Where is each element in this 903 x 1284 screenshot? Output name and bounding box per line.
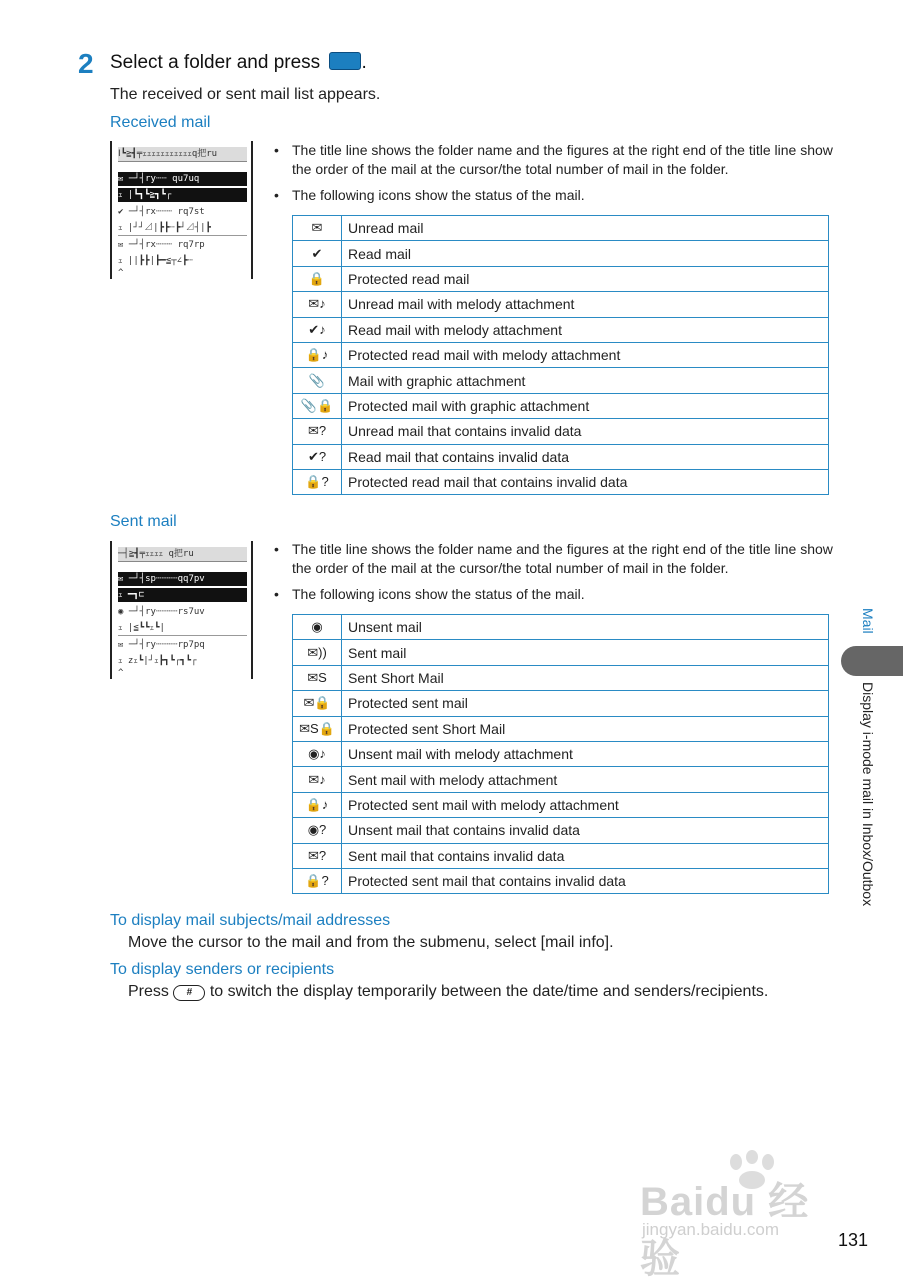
unread-melody-icon: ✉♪ <box>293 292 342 317</box>
table-row <box>293 665 829 690</box>
table-row <box>293 469 829 494</box>
table-row <box>293 868 829 893</box>
sent-mail-icon: ✉)) <box>293 640 342 665</box>
received-icon-table <box>292 215 829 495</box>
protected-graphic-icon: 📎🔒 <box>293 393 342 418</box>
table-row <box>293 292 829 317</box>
bullet-item: • The following icons show the status of the mail. <box>274 186 834 205</box>
table-row <box>293 615 829 640</box>
unread-mail-icon: ✉ <box>293 216 342 241</box>
protected-read-melody-icon: 🔒♪ <box>293 342 342 367</box>
table-row <box>293 216 829 241</box>
screen-row: ✉ ─┘┤ry┄┄┄┄rp7pq <box>118 640 205 650</box>
icon-label: Sent Short Mail <box>342 665 829 690</box>
icon-label: Unread mail that contains invalid data <box>342 419 829 444</box>
table-row <box>293 843 829 868</box>
table-row <box>293 741 829 766</box>
unsent-melody-icon: ◉♪ <box>293 741 342 766</box>
protected-invalid-icon: 🔒? <box>293 469 342 494</box>
sent-melody-icon: ✉♪ <box>293 767 342 792</box>
side-section-text: Mail <box>860 608 876 634</box>
screen-row: ｪ |≦┗┗ｪ┗| <box>118 621 247 636</box>
screen-scroll-indicator: ^ <box>118 668 124 678</box>
tip-heading-senders: To display senders or recipients <box>110 961 335 978</box>
tip-body-prefix: Press <box>128 983 169 1000</box>
tip-body-mail-info: Move the cursor to the mail and from the submenu, select [mail info]. <box>128 934 614 951</box>
tip-body-suffix: to switch the display temporarily between the date/time and senders/recipients. <box>209 983 769 1000</box>
step-number: 2 <box>78 48 94 79</box>
icon-label: Sent mail with melody attachment <box>342 767 829 792</box>
watermark-logo: Baidu 经验 <box>640 1180 810 1281</box>
screen-title-line: Ⅰ┗≧┫╤ｪｪｪｪｪｪｪｪｪｪｪq把ru <box>118 147 247 162</box>
unsent-invalid-icon: ◉? <box>293 818 342 843</box>
watermark-url: jingyan.baidu.com <box>642 1220 780 1239</box>
screen-row-selected: ✉ ─┘┤ry┄┄ qu7uq <box>118 172 247 186</box>
screen-row: ｪ zｪ┗|┘ｪ┣┓┗┌┓┗┌ <box>118 656 197 666</box>
icon-label: Protected read mail <box>342 266 829 291</box>
screen-row: ✔ ─┘┤rx┄┄┄ rq7st <box>118 207 205 217</box>
step-title-suffix: . <box>361 52 367 73</box>
protected-sent-mail-icon: ✉🔒 <box>293 691 342 716</box>
icon-label: Protected mail with graphic attachment <box>342 393 829 418</box>
side-description-text: Display i-mode mail in Inbox/Outbox <box>860 682 876 907</box>
screen-row-selected-sub: ｪ ━┓⊏ <box>118 588 247 602</box>
screen-row-selected-sub: ｪ |┗┓┗≧┓┗┌ <box>118 188 247 202</box>
sent-invalid-icon: ✉? <box>293 843 342 868</box>
side-description <box>852 682 878 942</box>
screen-row: ｪ ||┣┣|┣━≦┬∠┣┄ <box>118 256 193 266</box>
protected-sent-short-mail-icon: ✉S🔒 <box>293 716 342 741</box>
table-row <box>293 691 829 716</box>
sent-mail-screen <box>110 541 253 679</box>
protected-read-mail-icon: 🔒 <box>293 266 342 291</box>
icon-label: Protected sent Short Mail <box>342 716 829 741</box>
screen-row: ◉ ─┘┤ry┄┄┄┄rs7uv <box>118 607 205 617</box>
tip-heading-mail-info: To display mail subjects/mail addresses <box>110 912 391 929</box>
protected-sent-invalid-icon: 🔒? <box>293 868 342 893</box>
icon-label: Read mail that contains invalid data <box>342 444 829 469</box>
icon-label: Protected read mail with melody attachment <box>342 342 829 367</box>
page-number: 131 <box>838 1230 869 1250</box>
table-row <box>293 444 829 469</box>
side-tab-marker <box>841 646 903 676</box>
table-row <box>293 317 829 342</box>
sent-mail-label: Sent mail <box>110 513 177 530</box>
icon-label: Protected sent mail with melody attachment <box>342 792 829 817</box>
sent-short-mail-icon: ✉S <box>293 665 342 690</box>
bullet-item: • The following icons show the status of the mail. <box>274 585 834 604</box>
icon-label: Protected sent mail <box>342 691 829 716</box>
icon-label: Mail with graphic attachment <box>342 368 829 393</box>
sent-icon-table <box>292 614 829 894</box>
screen-row: ✉ ─┘┤rx┄┄┄ rq7rp <box>118 240 205 250</box>
table-row <box>293 241 829 266</box>
bullet-item: • The title line shows the folder name and the figures at the right end of the title line show the order of the mail at the cursor/the total number of mail in the folder. <box>274 141 834 179</box>
icon-label: Protected read mail that contains invalid data <box>342 469 829 494</box>
hash-key-icon: # <box>173 985 205 1001</box>
icon-label: Unsent mail <box>342 615 829 640</box>
received-mail-label: Received mail <box>110 114 211 131</box>
table-row <box>293 716 829 741</box>
received-mail-screen <box>110 141 253 279</box>
read-invalid-icon: ✔? <box>293 444 342 469</box>
graphic-attachment-icon: 📎 <box>293 368 342 393</box>
step-title <box>110 52 367 74</box>
bullet-item: • The title line shows the folder name and the figures at the right end of the title line show the order of the mail at the cursor/the total number of mail in the folder. <box>274 540 834 578</box>
icon-label: Unread mail with melody attachment <box>342 292 829 317</box>
table-row <box>293 792 829 817</box>
icon-label: Sent mail <box>342 640 829 665</box>
screen-row-selected: ✉ ─┘┤sp┄┄┄┄qq7pv <box>118 572 247 586</box>
screen-title-line: ─┤≧┫╤ｪｪｪｪ q把ru <box>118 547 247 562</box>
tip-body-senders <box>128 983 768 1001</box>
screen-scroll-indicator: ^ <box>118 268 124 278</box>
protected-sent-melody-icon: 🔒♪ <box>293 792 342 817</box>
table-row <box>293 767 829 792</box>
step-title-text: Select a folder and press <box>110 52 321 73</box>
read-mail-icon: ✔ <box>293 241 342 266</box>
icon-label: Read mail with melody attachment <box>342 317 829 342</box>
baidu-watermark <box>640 1150 850 1281</box>
icon-label: Read mail <box>342 241 829 266</box>
table-row <box>293 419 829 444</box>
icon-label: Sent mail that contains invalid data <box>342 843 829 868</box>
table-row <box>293 342 829 367</box>
icon-label: Unsent mail with melody attachment <box>342 741 829 766</box>
table-row <box>293 393 829 418</box>
icon-label: Unsent mail that contains invalid data <box>342 818 829 843</box>
screen-row: ｪ |┘┘⊿|┣┣┄┣┘⊿┤|┣ <box>118 221 247 236</box>
sent-bullets <box>274 540 834 611</box>
received-bullets <box>274 141 834 212</box>
table-row <box>293 818 829 843</box>
icon-label: Protected sent mail that contains invalid data <box>342 868 829 893</box>
table-row <box>293 266 829 291</box>
center-key-icon <box>329 52 361 70</box>
side-section-label <box>854 608 878 648</box>
unsent-mail-icon: ◉ <box>293 615 342 640</box>
table-row <box>293 640 829 665</box>
read-melody-icon: ✔♪ <box>293 317 342 342</box>
unread-invalid-icon: ✉? <box>293 419 342 444</box>
icon-label: Unread mail <box>342 216 829 241</box>
step-description: The received or sent mail list appears. <box>110 86 381 103</box>
table-row <box>293 368 829 393</box>
